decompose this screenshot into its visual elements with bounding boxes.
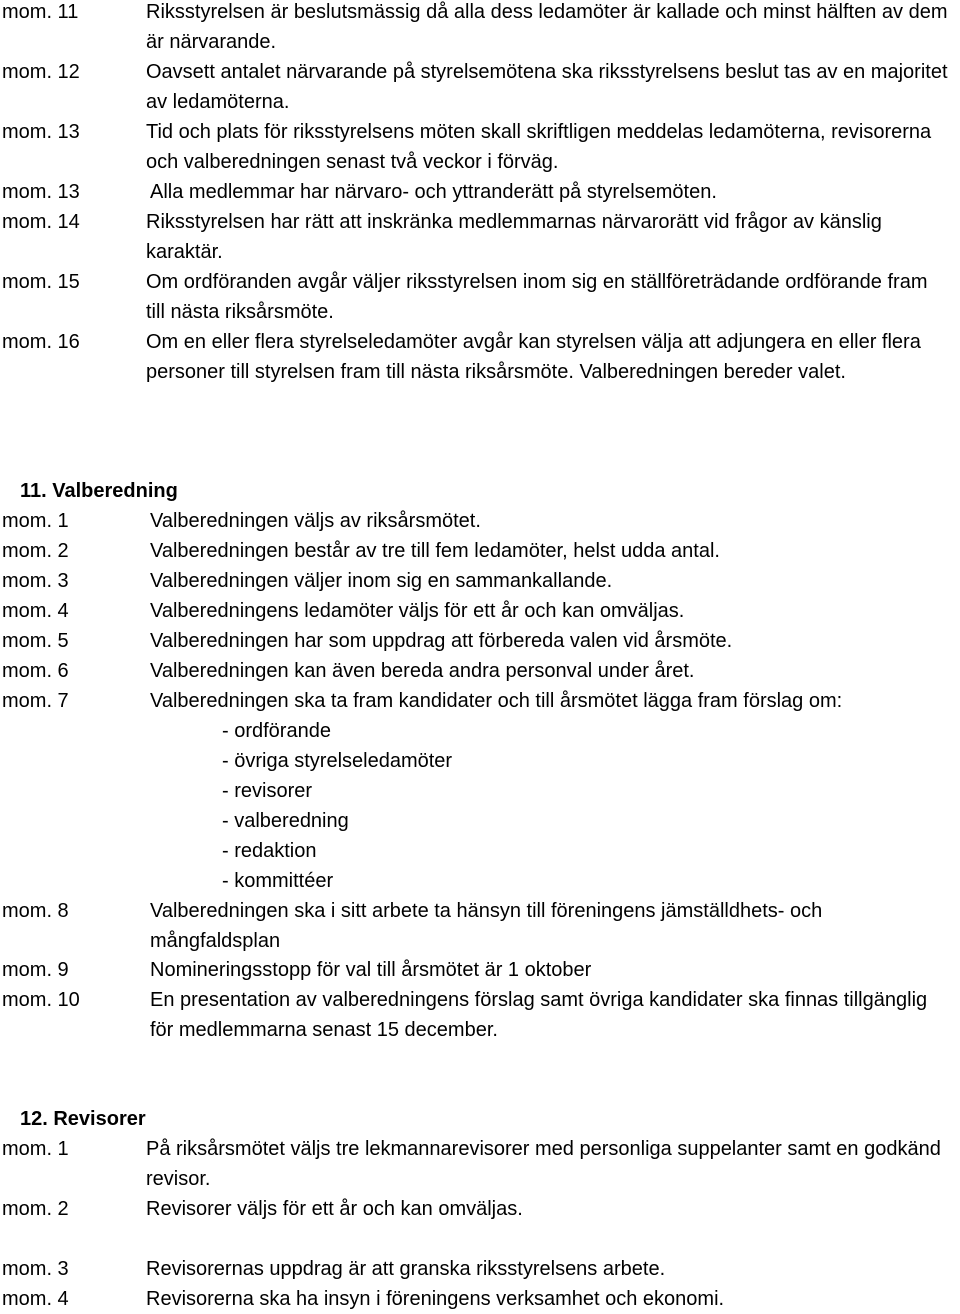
item-text: Revisorernas uppdrag är att granska riksstyrelsens arbete. — [146, 1258, 666, 1280]
sublist-item: - valberedning — [222, 810, 349, 832]
item-number: mom. 12 — [2, 61, 80, 83]
item-number: mom. 14 — [2, 211, 80, 233]
item-text: Revisorerna ska ha insyn i föreningens verksamhet och ekonomi. — [146, 1288, 725, 1310]
item-number: mom. 7 — [2, 690, 69, 712]
sublist-item: - redaktion — [222, 840, 317, 862]
item-number: mom. 15 — [2, 271, 80, 293]
item-number: mom. 10 — [2, 989, 80, 1011]
section-heading-revisorer: 12. Revisorer — [20, 1108, 146, 1130]
item-text: Alla medlemmar har närvaro- och yttranderätt på styrelsemöten. — [150, 181, 717, 203]
item-text: På riksårsmötet väljs tre lekmannarevisorer med personliga suppelanter samt en godkänd revisor. — [146, 1138, 941, 1190]
item-number: mom. 8 — [2, 900, 69, 922]
item-text: Valberedningen består av tre till fem ledamöter, helst udda antal. — [150, 540, 720, 562]
item-text: Valberedningen väljer inom sig en sammankallande. — [150, 570, 613, 592]
item-text: Valberedningen kan även bereda andra personval under året. — [150, 660, 695, 682]
item-number: mom. 3 — [2, 1258, 69, 1280]
item-number: mom. 13 — [2, 121, 80, 143]
item-text: Valberedningen ska i sitt arbete ta hänsyn till föreningens jämställdhets- och mångfaldsplan — [150, 900, 823, 952]
item-number: mom. 3 — [2, 570, 69, 592]
item-text: Oavsett antalet närvarande på styrelsemötena ska riksstyrelsens beslut tas av en majoritet av ledamöterna. — [146, 61, 948, 113]
item-text: Tid och plats för riksstyrelsens möten skall skriftligen meddelas ledamöterna, revisorerna och valberedningen senast två veckor i förväg. — [146, 121, 932, 173]
item-text: Nomineringsstopp för val till årsmötet är 1 oktober — [150, 959, 592, 981]
item-text: En presentation av valberedningens förslag samt övriga kandidater ska finnas tillgänglig för medlemmarna senast 15 december. — [150, 989, 928, 1041]
item-number: mom. 1 — [2, 1138, 69, 1160]
item-number: mom. 4 — [2, 600, 69, 622]
item-text: Revisorer väljs för ett år och kan omväljas. — [146, 1198, 523, 1220]
sublist-item: - revisorer — [222, 780, 313, 802]
item-text: Valberedningens ledamöter väljs för ett år och kan omväljas. — [150, 600, 685, 622]
item-number: mom. 4 — [2, 1288, 69, 1310]
item-text: Om ordföranden avgår väljer riksstyrelsen inom sig en ställföreträdande ordförande fram till nästa riksårsmöte. — [146, 271, 928, 323]
item-text: Riksstyrelsen har rätt att inskränka medlemmarnas närvarorätt vid frågor av känslig karaktär. — [146, 211, 882, 263]
item-number: mom. 6 — [2, 660, 69, 682]
sublist-item: - övriga styrelseledamöter — [222, 750, 453, 772]
section-heading-valberedning: 11. Valberedning — [20, 480, 178, 502]
sublist-item: - ordförande — [222, 720, 331, 742]
item-number: mom. 9 — [2, 959, 69, 981]
item-number: mom. 5 — [2, 630, 69, 652]
item-text: Riksstyrelsen är beslutsmässig då alla dess ledamöter är kallade och minst hälften av dem är närvarande. — [146, 1, 948, 53]
item-number: mom. 1 — [2, 510, 69, 532]
item-text: Valberedningen väljs av riksårsmötet. — [150, 510, 481, 532]
item-number: mom. 2 — [2, 1198, 69, 1220]
item-number: mom. 11 — [2, 1, 79, 23]
item-number: mom. 13 — [2, 181, 80, 203]
item-text: Valberedningen ska ta fram kandidater och till årsmötet lägga fram förslag om: — [150, 690, 843, 712]
item-number: mom. 16 — [2, 331, 80, 353]
item-text: Valberedningen har som uppdrag att förbereda valen vid årsmöte. — [150, 630, 733, 652]
sublist-item: - kommittéer — [222, 870, 334, 892]
item-number: mom. 2 — [2, 540, 69, 562]
item-text: Om en eller flera styrelseledamöter avgår kan styrelsen välja att adjungera en eller flera personer till styrelsen fram till nästa riksårsmöte. Valberedningen bereder valet. — [146, 331, 921, 383]
